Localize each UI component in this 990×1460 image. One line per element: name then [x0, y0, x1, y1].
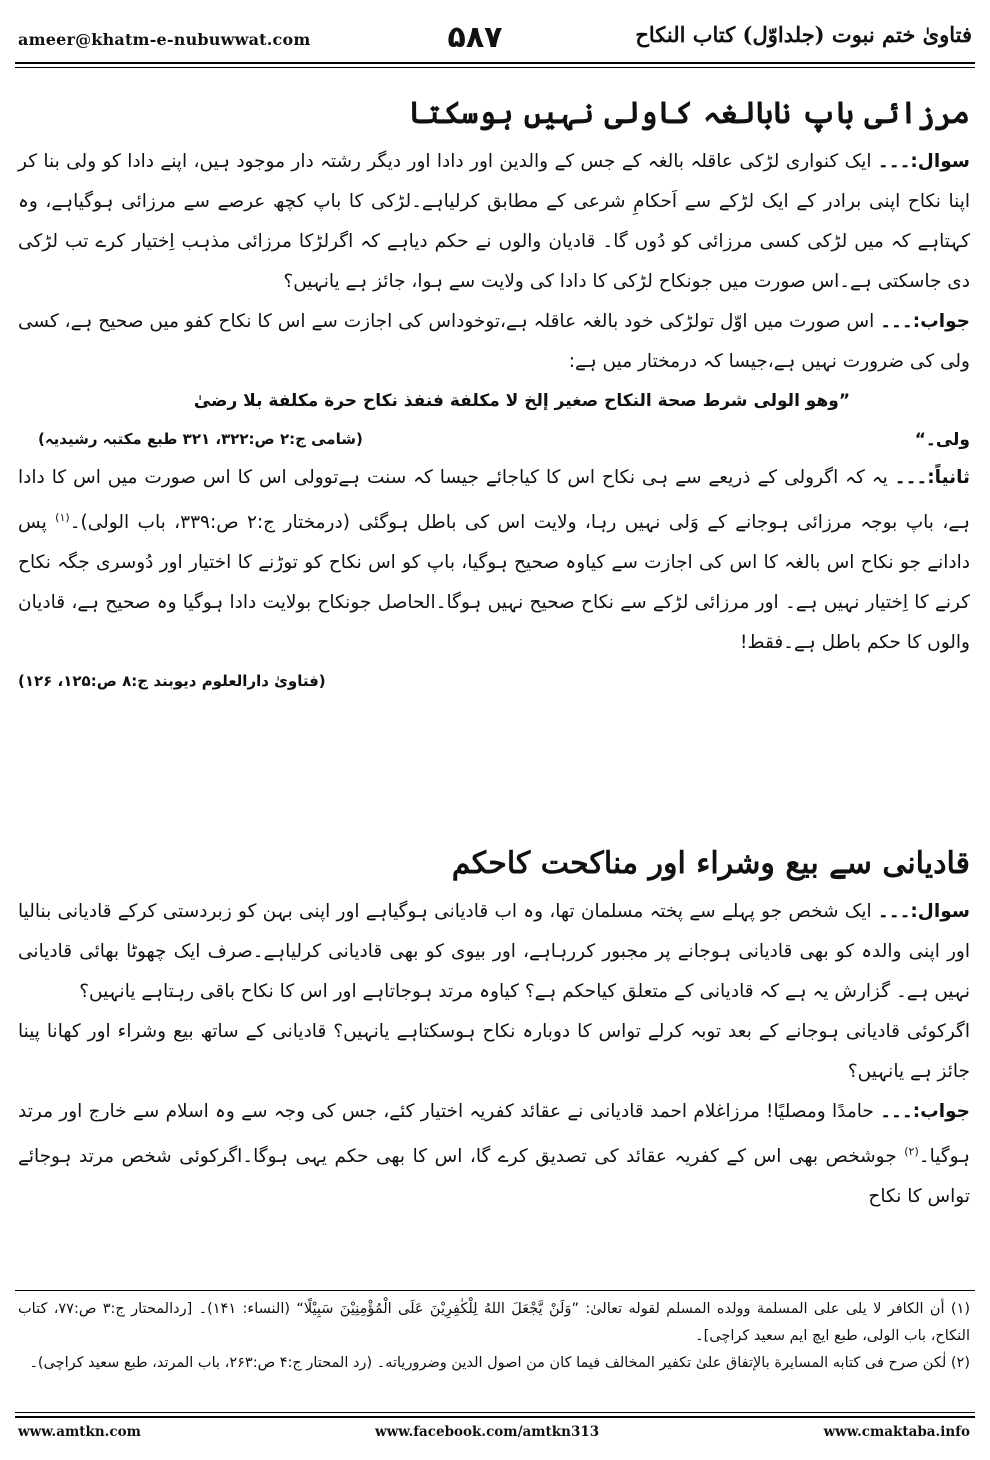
section-1	[18, 86, 970, 699]
quote-ending-row	[18, 420, 970, 458]
answer-paragraph	[18, 302, 970, 382]
closing-reference: (فتاویٰ دارالعلوم دیوبند ج:۸ ص:۱۲۵، ۱۲۶)	[18, 672, 326, 691]
answer-label: جواب:۔۔۔	[880, 1101, 970, 1122]
footnote-rule	[15, 1290, 975, 1291]
question-paragraph-2: اگرکوئی قادیانی ہوجانے کے بعد توبہ کرلے تواس کا دوبارہ نکاح ہوسکتاہے یانہیں؟ قادیانی کے ساتھ بیع وشراء اور کھانا پینا جائز ہے یانہیں؟	[18, 1021, 970, 1082]
section-2	[18, 836, 970, 1217]
arabic-quote-end: ولی۔“	[914, 429, 970, 450]
answer-text-continued: جوشخص بھی اس کے کفریہ عقائد کی تصدیق کرے گا، اس کا بھی حکم یہی ہوگا۔اگرکوئی شخص مرتد ہوجائے تواس کا نکاح	[18, 1146, 970, 1208]
page-footer	[0, 1424, 990, 1454]
header-rule-thick	[15, 62, 975, 64]
footer-rule-thick	[15, 1416, 975, 1418]
question-text: ایک کنواری لڑکی عاقلہ بالغہ کے جس کے والدین اور دادا اور دیگر رشتہ دار موجود ہیں، اپنے دادا کو ولی بنا کر اپنا نکاح اپنی برادر کے ایک لڑکے سے اَحکامِ شرعی کے مطابق کرلیاہے۔لڑکی کا باپ کچھ عرصے سے مرزائی ہوگیاہے، وہ کہتاہے کہ میں لڑکی کسی مرزائی کو دُوں گا۔ قادیان والوں نے حکم دیاہے کہ اگرلڑکا مرزائی مذہب اِختیار کرے تب لڑکی دی جاسکتی ہے۔اس صورت میں جونکاح لڑکی کا دادا کی ولایت سے ہوا، جائز ہے یانہیں؟	[18, 151, 970, 292]
question-label: سوال:۔۔۔	[877, 151, 970, 172]
footnote-marker: (۱)	[55, 511, 70, 524]
footer-link-right[interactable]: www.cmaktaba.info	[823, 1424, 970, 1440]
header-email: ameer@khatm-e-nubuwwat.com	[18, 30, 311, 49]
footnote-marker: (۲)	[904, 1145, 919, 1158]
page-number: ۵۸۷	[447, 20, 503, 55]
second-label: ثانیاً:۔۔۔	[894, 467, 971, 488]
answer-label: جواب:۔۔۔	[880, 311, 970, 332]
answer-text: اس صورت میں اوّل تولڑکی خود بالغہ عاقلہ ہے،توخوداس کی اجازت سے اس کا نکاح کفو میں صحیح ہے، کسی ولی کی ضرورت نہیں ہے،جیسا کہ درمختار میں ہے:	[18, 311, 970, 372]
footer-link-left[interactable]: www.amtkn.com	[18, 1424, 141, 1440]
footnote-2: (۲) لٰکن صرح فی کتابه المسایرة بالإتفاق علیٰ تکفیر المخالف فیما کان من اصول الدین وضروریاته۔ (رد المحتار ج:۴ ص:۲۶۳، باب المرتد، طبع سعید کراچی)۔	[29, 1355, 970, 1371]
footnotes	[18, 1296, 970, 1377]
second-text: یہ کہ اگرولی کے ذریعے سے ہی نکاح اس کا کیاجائے جیسا کہ سنت ہےتوولی اس کا اس صورت میں اس کا دادا ہے، باپ بوجہ مرزائی ہوجانے کے وَلی نہیں رہا، ولایت اس کی باطل ہوگئی (درمختار ج:۲ ص:۳۳۹، باب الولی)۔	[18, 467, 970, 534]
second-paragraph	[18, 458, 970, 663]
answer-text: حامدًا ومصلیًا! مرزاغلام احمد قادیانی نے عقائد کفریہ اختیار کئے، جس کی وجہ سے وہ اسلام سے خارج اور مرتد ہوگیا۔	[18, 1101, 970, 1168]
footnote-1: (۱) أن الکافر لا یلی علی المسلمة وولده المسلم لقوله تعالیٰ: ”وَلَنْ یَّجْعَلَ اللهُ لِلْکٰفِرِیْنَ عَلَی الْمُؤْمِنِیْنَ سَبِیْلًا“ (النساء: ۱۴۱)۔ [ردالمحتار ج:۳ ص:۷۷، کتاب النکاح، باب الولی، طبع ایچ ایم سعید کراچی]۔	[18, 1301, 971, 1344]
question-paragraph	[18, 142, 970, 302]
book-title: فتاویٰ ختم نبوت (جلداوّل) کتاب النکاح	[635, 22, 972, 47]
footer-link-center[interactable]: www.facebook.com/amtkn313	[375, 1424, 600, 1440]
question-label: سوال:۔۔۔	[877, 901, 970, 922]
question-paragraph	[18, 892, 970, 1012]
header-rule-thin	[15, 67, 975, 68]
page-header	[0, 0, 990, 64]
quote-reference: (شامی ج:۲ ص:۳۲۲، ۳۲۱ طبع مکتبہ رشیدیہ)	[38, 430, 363, 448]
arabic-quote: ”وھو الولی شرط صحة النکاح صغیر إلخ لا مکلفة فنفذ نکاح حرة مکلفة بلا رضیٰ	[193, 391, 850, 411]
question-text: ایک شخص جو پہلے سے پختہ مسلمان تھا، وہ اب قادیانی ہوگیاہے اور اپنی بہن کو زبردستی کرکے قادیانی بنالیا اور اپنی والدہ کو بھی قادیانی ہوجانے پر مجبور کررہاہے، اور بیوی کو بھی قادیانی کرلیاہے۔صرف ایک چھوٹا بھائی قادیانی نہیں ہے۔ گزارش یہ ہے کہ قادیانی کے متعلق کیاحکم ہے؟ کیاوہ مرتد ہوجاتاہے اور اس کا نکاح باقی رہتاہے یانہیں؟	[18, 901, 970, 1002]
section-heading: قادیانی سے بیع وشراء اور مناکحت کاحکم	[451, 846, 970, 881]
second-text-continued: پس دادانے جو نکاح اس بالغہ کا اس کی اجازت سے کیاوہ صحیح ہوگیا، باپ کو اس نکاح کو توڑنے کا اختیار اور دُوسری جگہ نکاح کرنے کا اِختیار نہیں ہے۔ اور مرزائی لڑکے سے نکاح صحیح نہیں ہوگا۔الحاصل جونکاح بولایت دادا ہوگیا وہ صحیح ہے، قادیان والوں کا حکم باطل ہے۔فقط!	[18, 512, 970, 654]
answer-paragraph	[18, 1092, 970, 1217]
section-heading: مرزائی باپ نابالغہ کاولی نہیں ہوسکتا	[408, 96, 970, 131]
footer-rule-thin	[15, 1412, 975, 1413]
